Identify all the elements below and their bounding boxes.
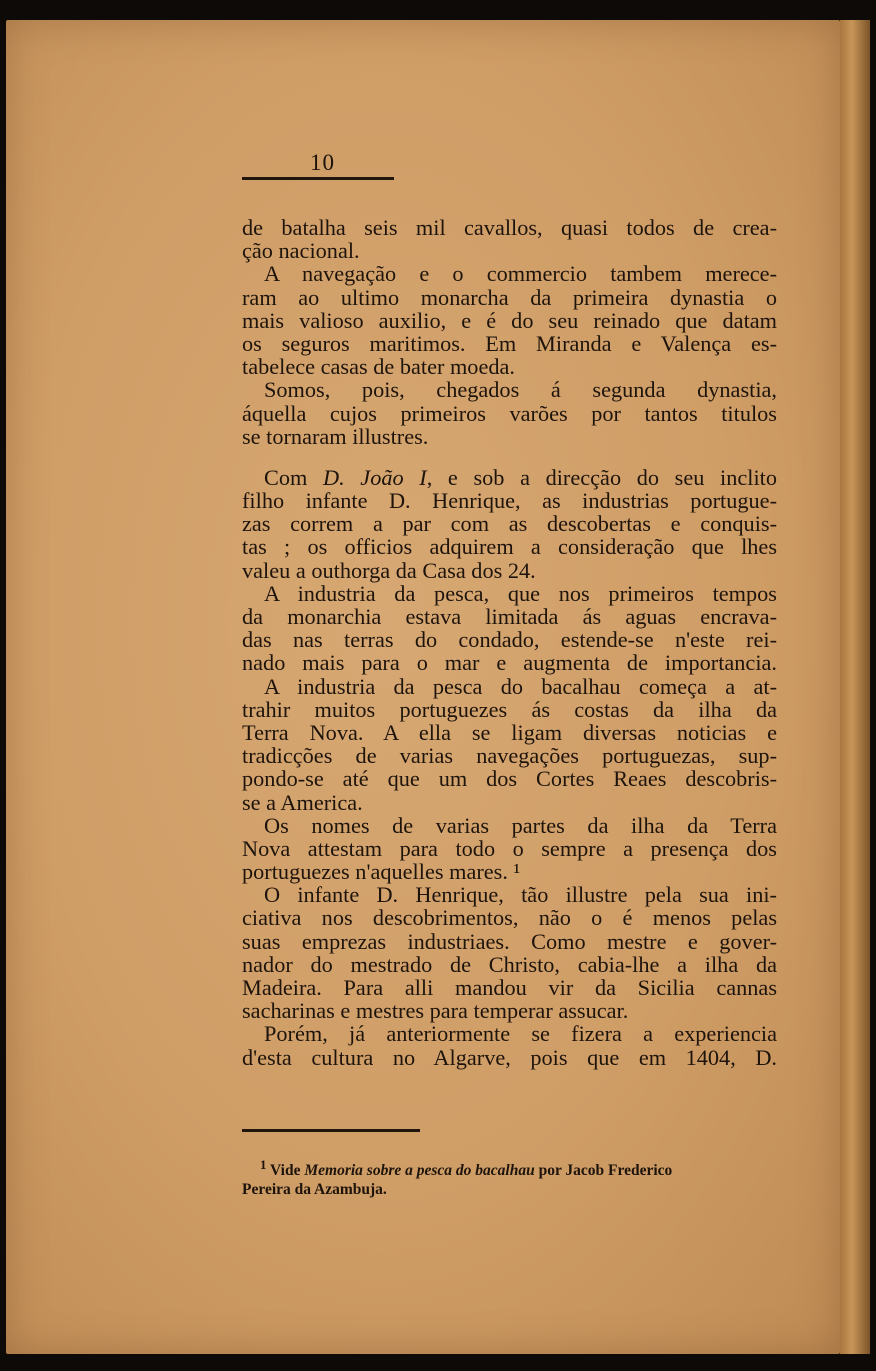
text-line: tradicções de varias navegações portuguezas, sup-	[242, 743, 777, 769]
header-rule	[242, 177, 394, 180]
book-page	[6, 20, 840, 1354]
footnote	[242, 1155, 777, 1199]
text-line: A navegação e o commercio tambem merece-	[264, 261, 777, 287]
text-line: A industria da pesca do bacalhau começa a at-	[264, 673, 777, 699]
text-line: Com D. João I, e sob a direcção do seu inclito	[264, 464, 777, 490]
text-line: portuguezes n'aquelles mares. ¹	[242, 859, 521, 885]
text-line: suas emprezas industriaes. Como mestre e gover-	[242, 928, 777, 954]
footnote-title: Memoria sobre a pesca do bacalhau	[304, 1162, 535, 1180]
text-line: Os nomes de varias partes da ilha da Terra	[264, 812, 777, 838]
text-line: filho infante D. Henrique, as industrias portugue-	[242, 488, 777, 514]
text-line: de batalha seis mil cavallos, quasi todos de crea-	[242, 215, 777, 240]
text-line: tas ; os officios adquirem a consideração que lhes	[242, 534, 777, 560]
text-line: d'esta cultura no Algarve, pois que em 1404, D.	[242, 1044, 777, 1070]
text-line: zas correm a par com as descobertas e conquis-	[242, 511, 777, 537]
text-line: se tornaram illustres.	[242, 423, 429, 449]
text-line: Madeira. Para alli mandou vir da Sicilia cannas	[242, 975, 777, 1000]
text-line: Nova attestam para todo o sempre a presença dos	[242, 835, 777, 861]
footnote-line: Pereira da Azambuja.	[242, 1181, 387, 1199]
text-line: nado mais para o mar e augmenta de importancia.	[242, 650, 777, 676]
text-line: mais valioso auxilio, e é do seu reinado que datam	[242, 307, 777, 333]
text-line: pondo-se até que um dos Cortes Reaes descobris-	[242, 766, 777, 792]
text-line: trahir muitos portuguezes ás costas da ilha da	[242, 696, 777, 722]
text-line: Porém, já anteriormente se fizera a experiencia	[264, 1021, 777, 1047]
text-line: das nas terras do condado, estende-se n'este rei-	[242, 627, 777, 653]
text-line: valeu a outhorga da Casa dos 24.	[242, 557, 536, 583]
king-name: D. João I	[323, 464, 427, 490]
text-line: tabelece casas de bater moeda.	[242, 354, 515, 380]
footnote-marker: 1	[260, 1157, 267, 1172]
text-line: Somos, pois, chegados á segunda dynastia,	[264, 377, 777, 403]
text-line: nador do mestrado de Christo, cabia-lhe a ilha da	[242, 951, 777, 977]
text-line: ciativa nos descobrimentos, não o é menos pelas	[242, 905, 777, 931]
text-line: áquella cujos primeiros varões por tantos titulos	[242, 400, 777, 426]
footnote-rule	[242, 1129, 420, 1132]
text-line: Terra Nova. A ella se ligam diversas noticias e	[242, 719, 777, 745]
page-number: 10	[310, 150, 335, 175]
text-line: da monarchia estava limitada ás aguas encrava-	[242, 604, 777, 629]
text-line: os seguros maritimos. Em Miranda e Valença es-	[242, 330, 777, 356]
text-line: A industria da pesca, que nos primeiros tempos	[264, 580, 777, 606]
page-edge	[840, 20, 870, 1354]
text-line: ram ao ultimo monarcha da primeira dynastia o	[242, 284, 777, 310]
text-line: se a America.	[242, 789, 363, 815]
text-line: ção nacional.	[242, 238, 360, 264]
text-line: O infante D. Henrique, tão illustre pela sua ini-	[264, 882, 777, 908]
body-text	[242, 216, 777, 1069]
footnote-line: $^1$ Vide Memoria sobre a pesca do bacalhau por Jacob Frederico	[260, 1157, 673, 1180]
text-line: sacharinas e mestres para temperar assucar.	[242, 998, 629, 1024]
